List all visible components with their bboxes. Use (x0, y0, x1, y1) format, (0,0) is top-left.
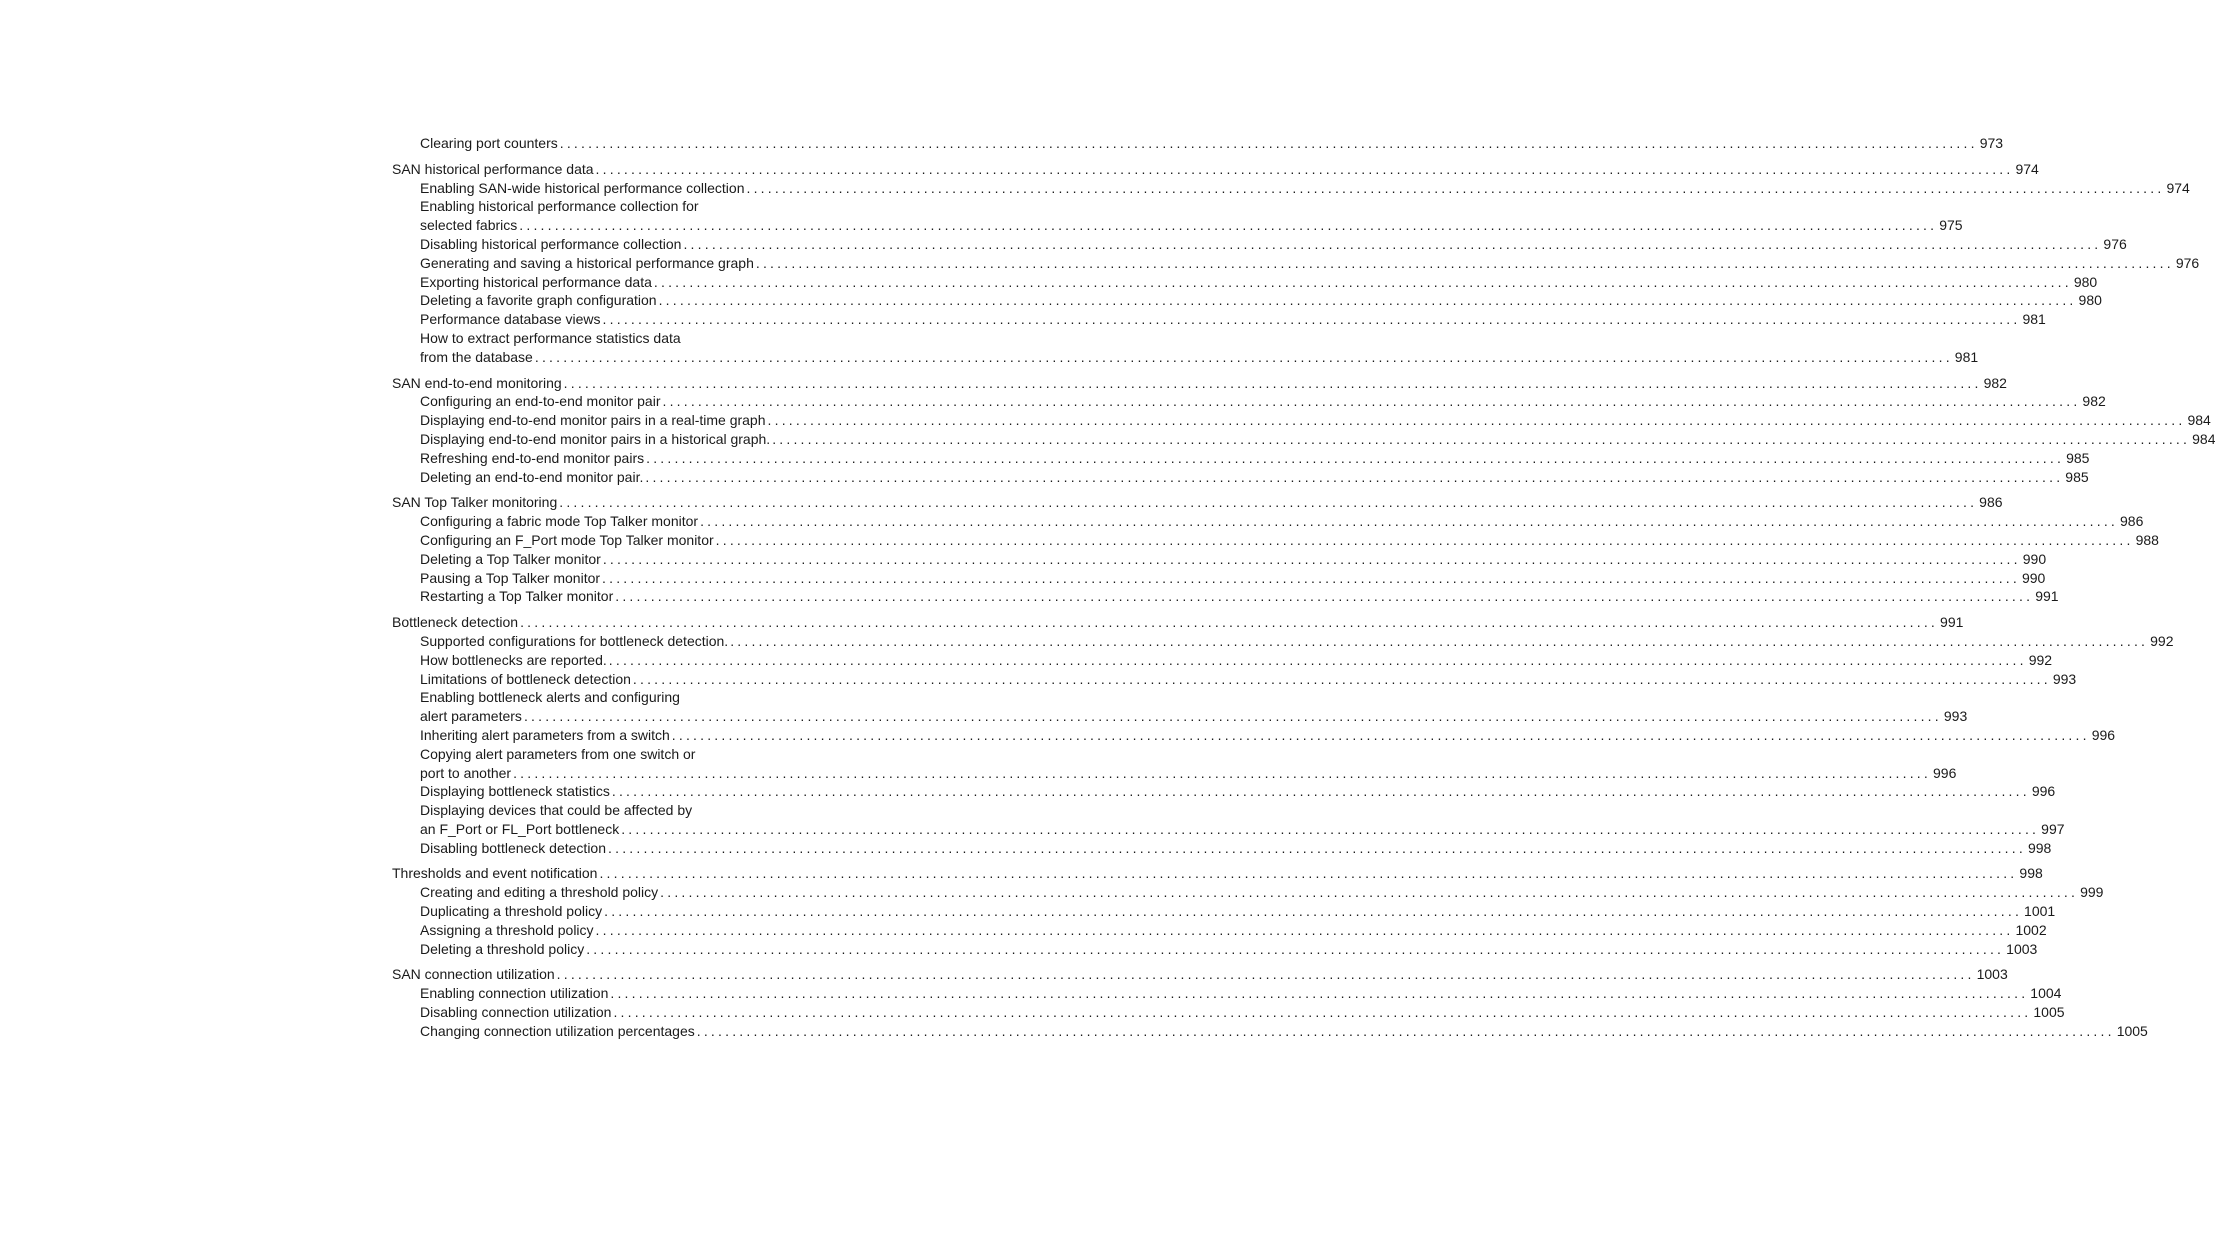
dot-leader: ........................................................................................................................................................................................................ (586, 940, 2005, 957)
toc-entry-title: Disabling connection utilization (420, 1004, 612, 1021)
dot-leader: ........................................................................................................................................................................................................ (595, 921, 2014, 938)
toc-entry[interactable] (392, 764, 1957, 783)
dot-leader: ........................................................................................................................................................................................................ (608, 839, 2026, 856)
toc-section (392, 965, 2148, 1040)
toc-entry[interactable] (392, 310, 2046, 329)
toc-entry-title: port to another (420, 764, 512, 781)
toc-heading-entry[interactable] (392, 160, 2039, 179)
toc-section (392, 134, 2004, 153)
toc-entry-title: SAN end-to-end monitoring (392, 374, 562, 391)
toc-entry-title: Supported configurations for bottleneck detection. (420, 632, 729, 649)
toc-page-number: 974 (2166, 179, 2190, 196)
toc-entry-title: SAN Top Talker monitoring (392, 494, 558, 511)
toc-page-number: 980 (2078, 292, 2102, 309)
toc-entry-title: Refreshing end-to-end monitor pairs (420, 449, 645, 466)
toc-page-number: 975 (1939, 217, 1963, 234)
toc-entry-title: Pausing a Top Talker monitor (420, 569, 601, 586)
toc-entry[interactable] (392, 940, 2038, 959)
toc-entry-title: Enabling connection utilization (420, 985, 609, 1002)
toc-entry-title: Disabling historical performance collection (420, 235, 682, 252)
dot-leader: ........................................................................................................................................................................................................ (602, 550, 2021, 567)
toc-entry[interactable] (392, 651, 2053, 670)
dot-leader: ........................................................................................................................................................................................................ (523, 708, 1942, 725)
toc-entry-title: Displaying end-to-end monitor pairs in a historical graph. (420, 430, 771, 447)
toc-entry-title: How to extract performance statistics data (420, 329, 681, 346)
toc-page-number: 997 (2041, 820, 2065, 837)
toc-page-number: 985 (2065, 468, 2089, 485)
dot-leader: ........................................................................................................................................................................................................ (772, 430, 2191, 447)
toc-entry-title: Changing connection utilization percentages (420, 1022, 695, 1039)
toc-entry[interactable] (392, 291, 2102, 310)
toc-page-number: 998 (2019, 865, 2043, 882)
dot-leader: ........................................................................................................................................................................................................ (520, 614, 1939, 631)
dot-leader: ........................................................................................................................................................................................................ (645, 468, 2064, 485)
toc-entry-title: Exporting historical performance data (420, 273, 652, 290)
toc-entry[interactable] (392, 134, 2004, 153)
toc-heading-entry[interactable] (392, 493, 2003, 512)
toc-entry-title: Assigning a threshold policy (420, 921, 594, 938)
dot-leader: ........................................................................................................................................................................................................ (563, 374, 1982, 391)
toc-section (392, 374, 2215, 487)
toc-entry[interactable] (392, 411, 2211, 430)
toc-page-number: 990 (2021, 569, 2046, 586)
toc-entry[interactable] (392, 801, 842, 820)
dot-leader: ........................................................................................................................................................................................................ (660, 884, 2079, 901)
dot-leader: ........................................................................................................................................................................................................ (646, 449, 2065, 466)
toc-entry[interactable] (392, 430, 2215, 449)
dot-leader: ........................................................................................................................................................................................................ (696, 1022, 2115, 1039)
toc-entry-title: Thresholds and event notification (392, 865, 598, 882)
toc-entry[interactable] (392, 839, 2052, 858)
toc-entry[interactable] (392, 587, 2059, 606)
toc-entry[interactable] (392, 726, 2116, 745)
toc-entry[interactable] (392, 707, 1968, 726)
toc-page-number: 996 (2031, 783, 2056, 800)
toc-page-number: 981 (1954, 348, 1979, 365)
toc-section (392, 613, 2174, 857)
toc-entry[interactable] (392, 632, 2174, 651)
toc-entry[interactable] (392, 921, 2047, 940)
toc-entry-title: Deleting a threshold policy (420, 940, 585, 957)
toc-entry-title: Displaying bottleneck statistics (420, 783, 610, 800)
toc-entry-title: SAN historical performance data (392, 160, 594, 177)
toc-page-number: 992 (2028, 651, 2053, 668)
dot-leader: ........................................................................................................................................................................................................ (653, 273, 2072, 290)
dot-leader: ........................................................................................................................................................................................................ (534, 348, 1953, 365)
toc-entry[interactable] (392, 392, 2106, 411)
toc-entry[interactable] (392, 216, 1963, 235)
dot-leader: ........................................................................................................................................................................................................ (604, 903, 2023, 920)
toc-page-number: 976 (2175, 254, 2200, 271)
toc-entry-title: Displaying devices that could be affected by (420, 802, 693, 819)
toc-page-number: 991 (2035, 588, 2059, 605)
toc-entry-title: SAN connection utilization (392, 966, 555, 983)
dot-leader: ........................................................................................................................................................................................................ (519, 217, 1938, 234)
toc-entry-title: an F_Port or FL_Port bottleneck (420, 820, 620, 837)
dot-leader: ........................................................................................................................................................................................................ (730, 632, 2149, 649)
toc-page-number: 976 (2103, 235, 2127, 252)
dot-leader: ........................................................................................................................................................................................................ (621, 820, 2040, 837)
toc-entry[interactable] (392, 512, 2144, 531)
toc-entry[interactable] (392, 254, 2200, 273)
toc-entry-title: Clearing port counters (420, 135, 558, 151)
toc-entry-title: Enabling SAN-wide historical performance collection (420, 179, 745, 196)
toc-section (392, 160, 2200, 367)
toc-entry[interactable] (392, 197, 842, 216)
toc-page-number: 993 (1943, 708, 1968, 725)
dot-leader: ........................................................................................................................................................................................................ (683, 235, 2102, 252)
dot-leader: ........................................................................................................................................................................................................ (632, 670, 2051, 687)
toc-page-number: 1005 (2116, 1022, 2148, 1039)
toc-entry-title: Creating and editing a threshold policy (420, 884, 659, 901)
dot-leader: ........................................................................................................................................................................................................ (602, 311, 2021, 328)
toc-entry[interactable] (392, 1003, 2065, 1022)
toc-page-number: 998 (2027, 839, 2052, 856)
toc-entry-title: Configuring an F_Port mode Top Talker monitor (420, 531, 714, 548)
toc-page-number: 986 (2120, 513, 2144, 530)
toc-entry[interactable] (392, 670, 2077, 689)
dot-leader: ........................................................................................................................................................................................................ (608, 651, 2027, 668)
dot-leader: ........................................................................................................................................................................................................ (755, 254, 2174, 271)
toc-entry-title: Deleting an end-to-end monitor pair. (420, 468, 644, 485)
toc-entry-title: Displaying end-to-end monitor pairs in a real-time graph (420, 412, 766, 429)
toc-entry-title: Restarting a Top Talker monitor (420, 588, 614, 605)
toc-page-number: 986 (1979, 494, 2003, 511)
toc-entry[interactable] (392, 569, 2046, 588)
toc-entry-title: Enabling historical performance collection for (420, 198, 699, 215)
toc-entry-title: Disabling bottleneck detection (420, 839, 607, 856)
toc-entry[interactable] (392, 179, 2190, 198)
dot-leader: ........................................................................................................................................................................................................ (556, 966, 1975, 983)
toc-page-number: 999 (2080, 884, 2104, 901)
toc-entry[interactable] (392, 688, 842, 707)
toc-entry[interactable] (392, 329, 842, 348)
dot-leader: ........................................................................................................................................................................................................ (700, 513, 2119, 530)
dot-leader: ........................................................................................................................................................................................................ (613, 1004, 2032, 1021)
toc-entry[interactable] (392, 883, 2104, 902)
toc-heading-entry[interactable] (392, 613, 1964, 632)
toc-heading-entry[interactable] (392, 374, 2007, 393)
toc-entry-title: alert parameters (420, 708, 522, 725)
dot-leader: ........................................................................................................................................................................................................ (610, 985, 2029, 1002)
toc-entry-title: Copying alert parameters from one switch or (420, 745, 696, 762)
toc-entry-title: Performance database views (420, 311, 601, 328)
toc-page-number: 1001 (2024, 903, 2056, 920)
toc-page-number: 973 (1979, 135, 2004, 151)
toc-page-number: 982 (2082, 393, 2106, 410)
toc-page-number: 990 (2022, 550, 2047, 567)
toc-entry[interactable] (392, 449, 2090, 468)
toc-entry-title: Limitations of bottleneck detection (420, 670, 631, 687)
toc-page-number: 996 (2091, 726, 2116, 743)
dot-leader: ........................................................................................................................................................................................................ (662, 393, 2081, 410)
toc-entry[interactable] (392, 235, 2127, 254)
toc-entry[interactable] (392, 820, 2065, 839)
toc-section (392, 864, 2104, 958)
dot-leader: ........................................................................................................................................................................................................ (611, 783, 2030, 800)
toc-page-number: 984 (2192, 430, 2215, 447)
dot-leader: ........................................................................................................................................................................................................ (658, 292, 2077, 309)
dot-leader: ........................................................................................................................................................................................................ (671, 726, 2090, 743)
dot-leader: ........................................................................................................................................................................................................ (559, 135, 1978, 151)
dot-leader: ........................................................................................................................................................................................................ (602, 569, 2020, 586)
toc-page-number: 1003 (1976, 966, 2008, 983)
toc-heading-entry[interactable] (392, 864, 2043, 883)
table-of-contents (392, 134, 2215, 1048)
toc-entry-title: Duplicating a threshold policy (420, 903, 603, 920)
toc-heading-entry[interactable] (392, 965, 2008, 984)
toc-page-number: 992 (2150, 632, 2174, 649)
dot-leader: ........................................................................................................................................................................................................ (599, 865, 2018, 882)
dot-leader: ........................................................................................................................................................................................................ (715, 531, 2134, 548)
dot-leader: ........................................................................................................................................................................................................ (767, 412, 2186, 429)
dot-leader: ........................................................................................................................................................................................................ (746, 179, 2165, 196)
toc-entry[interactable] (392, 782, 2056, 801)
toc-entry-title: Configuring an end-to-end monitor pair (420, 393, 661, 410)
toc-entry[interactable] (392, 531, 2159, 550)
toc-entry-title: Configuring a fabric mode Top Talker monitor (420, 513, 699, 530)
toc-entry[interactable] (392, 550, 2047, 569)
dot-leader: ........................................................................................................................................................................................................ (559, 494, 1978, 511)
toc-page-number: 981 (2022, 311, 2046, 328)
toc-section (392, 493, 2159, 606)
toc-entry[interactable] (392, 468, 2089, 487)
toc-entry-title: Deleting a Top Talker monitor (420, 550, 601, 567)
toc-entry[interactable] (392, 902, 2056, 921)
toc-page-number: 982 (1983, 374, 2007, 391)
toc-entry-title: Inheriting alert parameters from a switch (420, 726, 670, 743)
toc-page-number: 1005 (2033, 1004, 2065, 1021)
toc-page-number: 974 (2015, 160, 2039, 177)
toc-page-number: 1002 (2015, 921, 2047, 938)
toc-page-number: 988 (2135, 531, 2159, 548)
toc-page-number: 985 (2066, 449, 2090, 466)
toc-entry-title: Generating and saving a historical performance graph (420, 254, 754, 271)
dot-leader: ........................................................................................................................................................................................................ (513, 764, 1931, 781)
toc-entry-title: Deleting a favorite graph configuration (420, 292, 657, 309)
toc-entry[interactable] (392, 273, 2098, 292)
toc-page-number: 1003 (2006, 940, 2038, 957)
toc-entry-title: from the database (420, 348, 533, 365)
toc-page-number: 996 (1933, 764, 1957, 781)
toc-entry[interactable] (392, 745, 842, 764)
toc-page-number: 984 (2187, 412, 2211, 429)
dot-leader: ........................................................................................................................................................................................................ (595, 160, 2014, 177)
toc-page-number: 1004 (2030, 985, 2062, 1002)
toc-entry[interactable] (392, 984, 2062, 1003)
toc-entry-title: Bottleneck detection (392, 614, 519, 631)
toc-page-number: 980 (2073, 273, 2098, 290)
toc-page-number: 993 (2052, 670, 2077, 687)
toc-entry-title: Enabling bottleneck alerts and configuring (420, 689, 680, 706)
toc-entry[interactable] (392, 1022, 2148, 1041)
toc-entry-title: How bottlenecks are reported. (420, 651, 607, 668)
toc-entry-title: selected fabrics (420, 217, 518, 234)
toc-entry[interactable] (392, 348, 1979, 367)
toc-page-number: 991 (1940, 614, 1964, 631)
dot-leader: ........................................................................................................................................................................................................ (615, 588, 2034, 605)
